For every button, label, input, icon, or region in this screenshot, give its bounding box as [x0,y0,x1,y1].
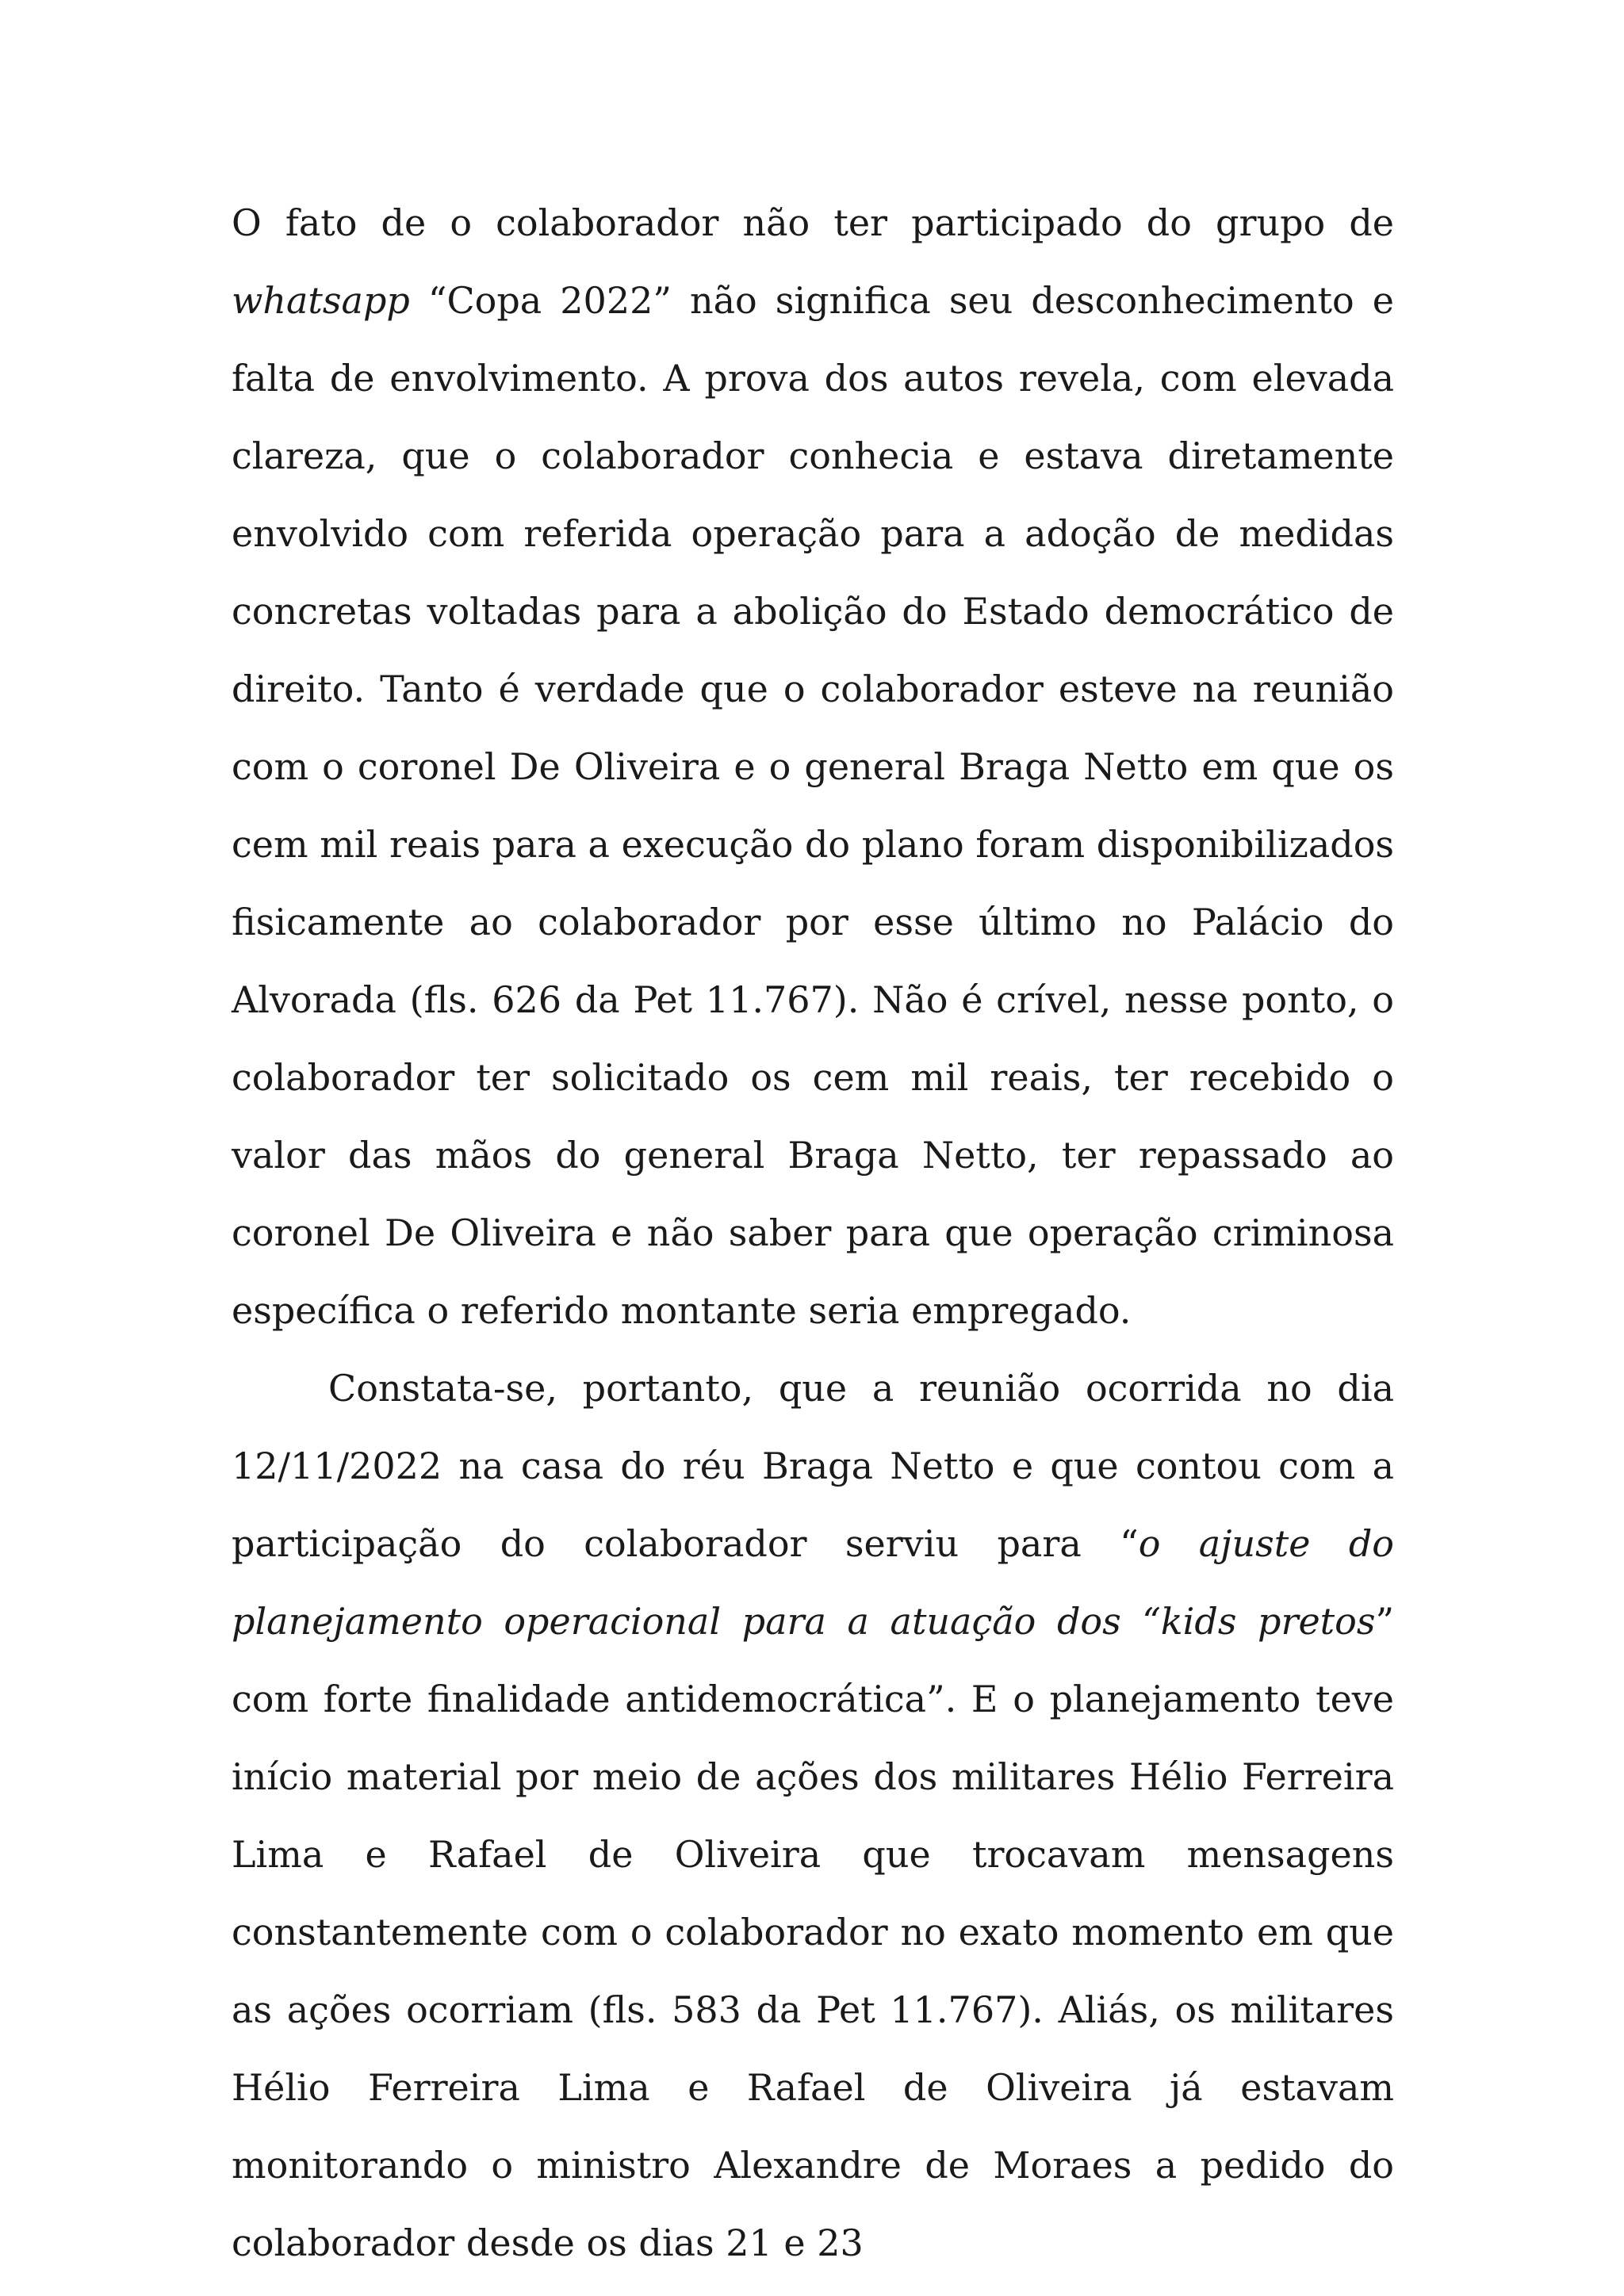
paragraph-2-run-1: Constata-se, portanto, que a reunião ocorrida no dia 12/11/2022 na casa do réu Braga Netto e que contou com a participação do colaborador serviu para “ [232,1367,1394,1565]
paragraph-1-run-2-italic: whatsapp [232,279,410,322]
paragraph-1-run-3: “Copa 2022” não significa seu desconhecimento e falta de envolvimento. A prova dos autos revela, com elevada clareza, que o colaborador conhecia e estava diretamente envolvido com referida operação para a adoção de medidas concretas voltadas para a abolição do Estado democrático de direito. Tanto é verdade que o colaborador esteve na reunião com o coronel De Oliveira e o general Braga Netto em que os cem mil reais para a execução do plano foram disponibilizados fisicamente ao colaborador por esse último no Palácio do Alvorada (fls. 626 da Pet 11.767). Não é crível, nesse ponto, o colaborador ter solicitado os cem mil reais, ter recebido o valor das mãos do general Braga Netto, ter repassado ao coronel De Oliveira e não saber para que operação criminosa específica o referido montante seria empregado. [232,279,1394,1332]
paragraph-1 [232,184,1394,1349]
paragraph-1-run-1: O fato de o colaborador não ter participado do grupo de [232,201,1394,244]
paragraph-2 [232,1349,1394,2282]
paragraph-2-run-2-italic: o ajuste do planejamento operacional para a atuação dos “kids pretos [232,1522,1394,1643]
body-text [232,184,1394,2282]
paragraph-2-run-3: ” com forte finalidade antidemocrática”. E o planejamento teve início material por meio de ações dos militares Hélio Ferreira Lima e Rafael de Oliveira que trocavam mensagens constantemente com o colaborador no exato momento em que as ações ocorriam (fls. 583 da Pet 11.767). Aliás, os militares Hélio Ferreira Lima e Rafael de Oliveira já estavam monitorando o ministro Alexandre de Moraes a pedido do colaborador desde os dias 21 e 23 [232,1600,1394,2264]
